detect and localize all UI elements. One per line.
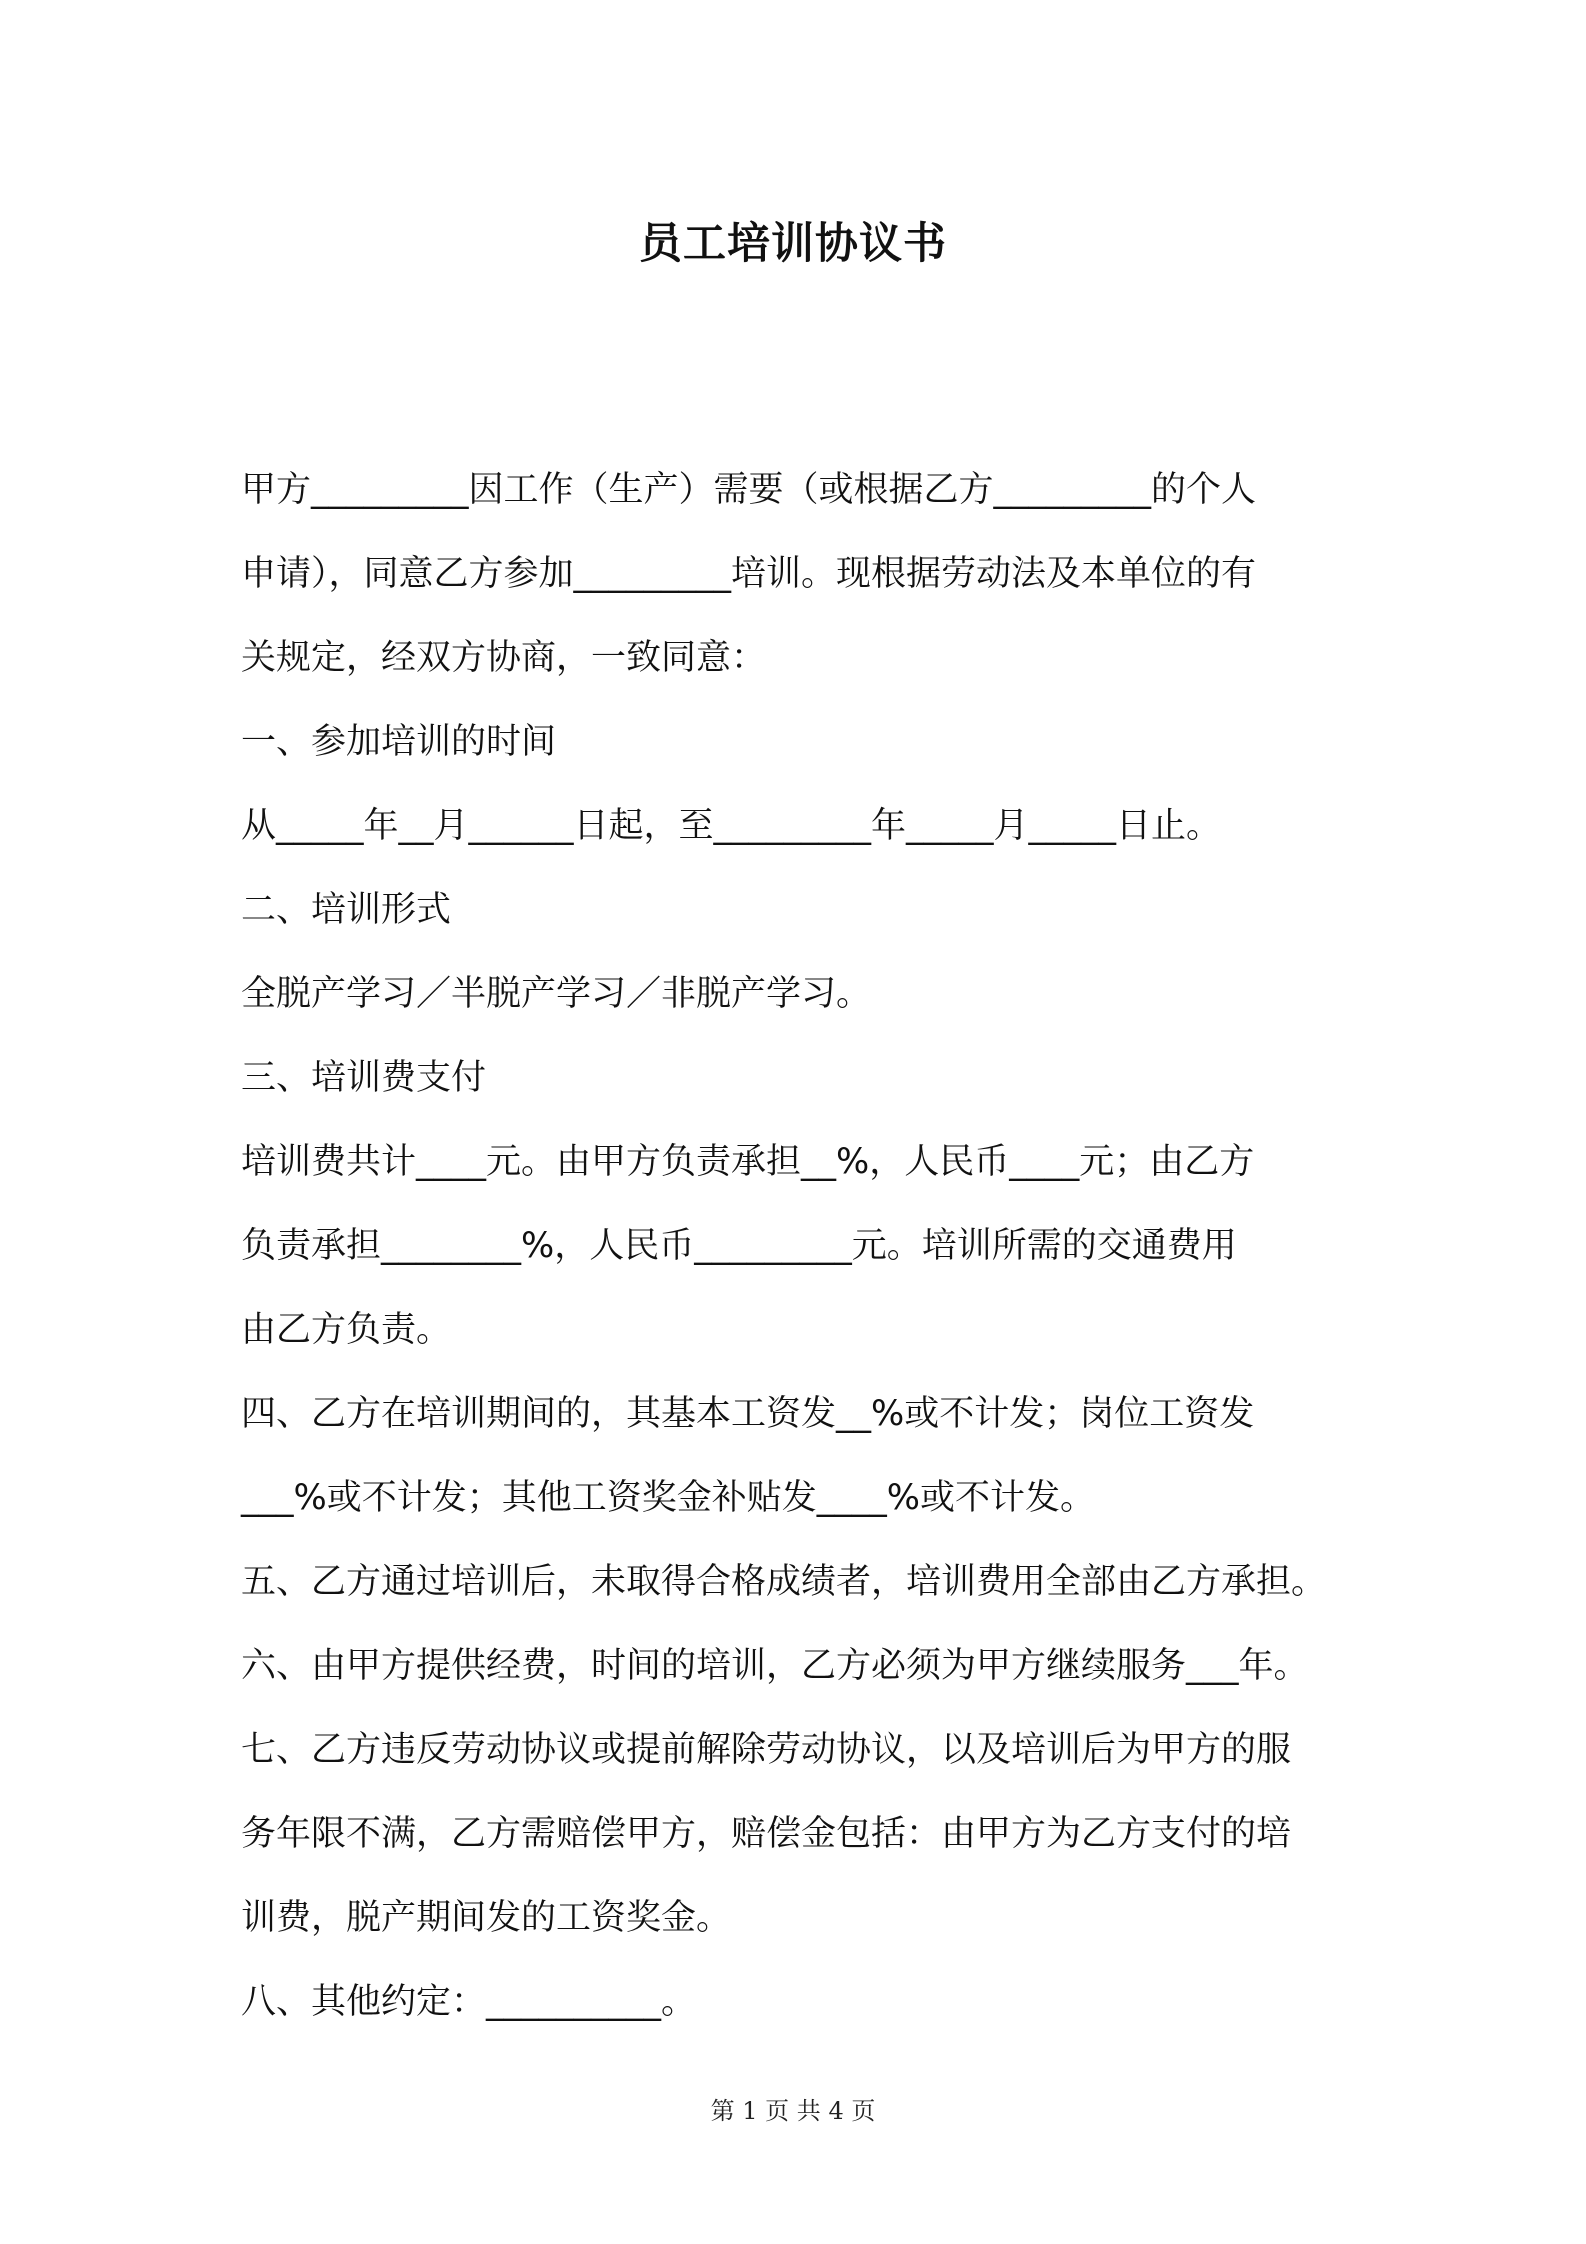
section-5-line: 五、乙方通过培训后，未取得合格成绩者，培训费用全部由乙方承担。 bbox=[241, 1562, 1327, 1602]
paragraph-line: 培训费共计____元。由甲方负责承担__%，人民币____元；由乙方 bbox=[241, 1142, 1255, 1182]
section-7-line: 训费，脱产期间发的工资奖金。 bbox=[241, 1898, 732, 1938]
document-title: 员工培训协议书 bbox=[639, 219, 947, 269]
paragraph-line: 关规定，经双方协商，一致同意： bbox=[241, 638, 767, 678]
paragraph-line: 从_____年__月______日起，至_________年_____月_____日止。 bbox=[241, 806, 1222, 846]
page-number-footer: 第 1 页 共 4 页 bbox=[710, 2097, 876, 2125]
section-heading-2: 二、培训形式 bbox=[241, 890, 452, 930]
section-8-line: 八、其他约定：__________。 bbox=[241, 1982, 697, 2022]
section-7-line: 七、乙方违反劳动协议或提前解除劳动协议，以及培训后为甲方的服 bbox=[241, 1730, 1292, 1770]
paragraph-line: 由乙方负责。 bbox=[241, 1310, 452, 1350]
section-heading-3: 三、培训费支付 bbox=[241, 1058, 487, 1098]
section-4-line: ___%或不计发；其他工资奖金补贴发____%或不计发。 bbox=[241, 1478, 1096, 1518]
section-7-line: 务年限不满，乙方需赔偿甲方，赔偿金包括：由甲方为乙方支付的培 bbox=[241, 1814, 1292, 1854]
paragraph-line: 负责承担________%，人民币_________元。培训所需的交通费用 bbox=[241, 1226, 1237, 1266]
document-body bbox=[241, 448, 1353, 2044]
paragraph-line: 申请），同意乙方参加_________培训。现根据劳动法及本单位的有 bbox=[241, 554, 1257, 594]
paragraph-line: 全脱产学习／半脱产学习／非脱产学习。 bbox=[241, 974, 872, 1014]
section-4-line: 四、乙方在培训期间的，其基本工资发__%或不计发；岗位工资发 bbox=[241, 1394, 1255, 1434]
section-6-line: 六、由甲方提供经费，时间的培训，乙方必须为甲方继续服务___年。 bbox=[241, 1646, 1309, 1686]
paragraph-line: 甲方_________因工作（生产）需要（或根据乙方_________的个人 bbox=[241, 470, 1257, 510]
section-heading-1: 一、参加培训的时间 bbox=[241, 722, 557, 762]
